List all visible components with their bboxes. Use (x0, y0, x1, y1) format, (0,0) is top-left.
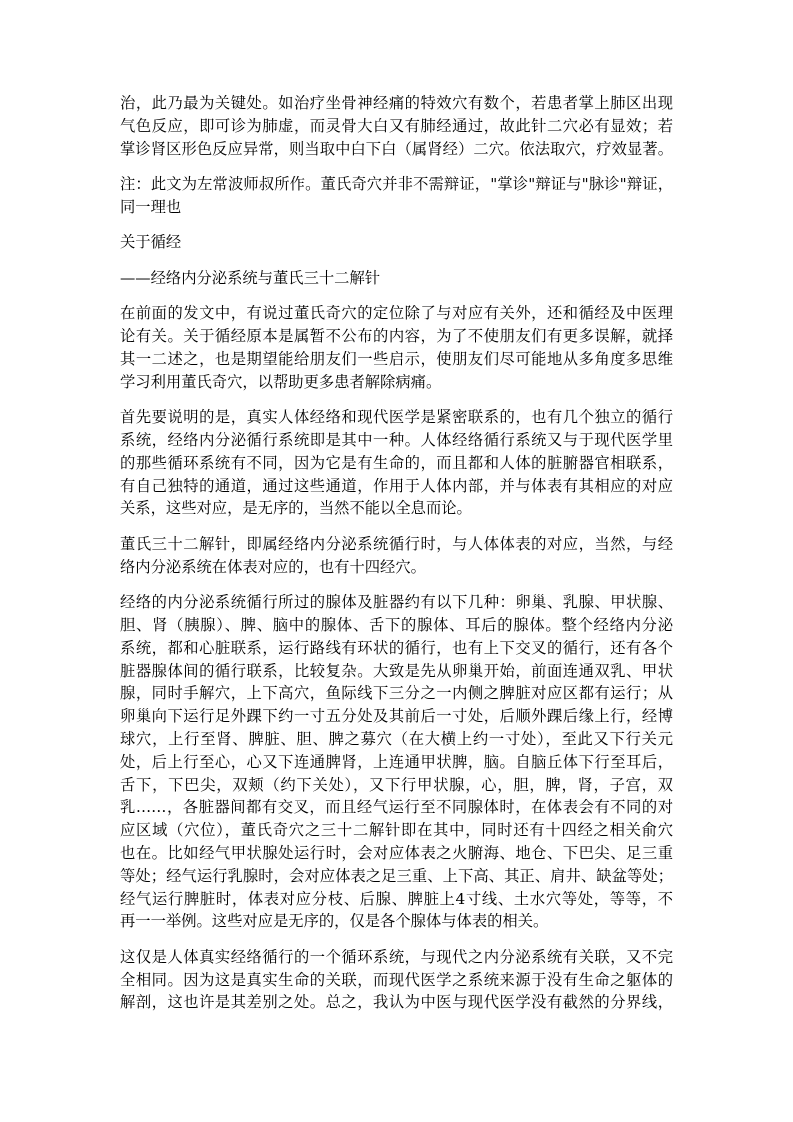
text-line: 系统，经络内分泌循行系统即是其中一种。人体经络循行系统又与于现代医学里 (120, 431, 673, 449)
text-line: 系统，都和心脏联系，运行路线有环状的循行，也有上下交叉的循行，还有各个 (120, 638, 673, 657)
body-paragraph-5 (120, 946, 673, 1014)
body-paragraph-2 (120, 406, 673, 520)
text-line: 的那些循环系统有不同，因为它是有生命的，而且都和人体的脏腑器官相联系， (120, 453, 673, 472)
text-line: 全相同。因为这是真实生命的关联，而现代医学之系统来源于没有生命之躯体的 (120, 970, 673, 989)
text-line: 董氏三十二解针，即属经络内分泌系统循行时，与人体体表的对应，当然，与经 (120, 534, 673, 553)
body-paragraph-1 (120, 302, 673, 393)
text-line: 这仅是人体真实经络循行的一个循环系统，与现代之内分泌系统有关联，又不完 (120, 947, 673, 966)
text-line: 关系，这些对应，是无序的，当然不能以全息而论。 (120, 499, 472, 518)
text-line: 其一二述之，也是期望能给朋友们一些启示，使朋友们尽可能地从多角度多思维 (120, 349, 673, 368)
text-line: 经络的内分泌系统循行所过的腺体及脏器约有以下几种：卵巢、乳腺、甲状腺、 (120, 593, 673, 612)
text-line: 卵巢向下运行足外踝下约一寸五分处及其前后一寸处，后顺外踝后缘上行，经博 (120, 707, 673, 726)
text-line: 也在。比如经气甲状腺处运行时，会对应体表之火腑海、地仓、下巴尖、足三重 (120, 843, 673, 862)
text-line: 气色反应，即可诊为肺虚，而灵骨大白又有肺经通过，故此针二穴必有显效；若 (120, 116, 673, 135)
text-line: 论有关。关于循经原本是属暂不公布的内容，为了不使朋友们有更多误解，就择 (120, 327, 673, 346)
section-title-text: 关于循经 (120, 233, 182, 252)
intro-paragraph (120, 92, 673, 160)
text-line: 等处；经气运行乳腺时，会对应体表之足三重、上下高、其正、肩井、缺盆等处； (120, 866, 673, 885)
text-line: 有自己独特的通道，通过这些通道，作用于人体内部，并与体表有其相应的对应 (120, 476, 673, 495)
text-line: 解剖，这也许是其差别之处。总之，我认为中医与现代医学没有截然的分界线， (120, 993, 673, 1012)
note-paragraph (120, 173, 673, 219)
text-line: 脏器腺体间的循行联系，比较复杂。大致是先从卵巢开始，前面连通双乳、甲状 (120, 661, 673, 680)
document-body (120, 92, 673, 1027)
body-paragraph-3 (120, 533, 673, 579)
section-subtitle-text: ——经络内分泌系统与董氏三十二解针 (120, 268, 381, 287)
text-line: 注：此文为左常波师叔所作。董氏奇穴并非不需辩证，"掌诊"辩证与"脉诊"辩证， (120, 175, 673, 194)
text-line: 球穴，上行至肾、脾脏、胆、脾之募穴（在大横上约一寸处），至此又下行关元 (120, 729, 673, 748)
text-line: 再一一举例。这些对应是无序的，仅是各个腺体与体表的相关。 (120, 912, 549, 931)
text-line: 腺，同时手解穴，上下高穴，鱼际线下三分之一内侧之脾脏对应区都有运行；从 (120, 684, 673, 703)
text-line: 络内分泌系统在体表对应的，也有十四经穴。 (120, 557, 426, 576)
text-line: 应区域（穴位），董氏奇穴之三十二解针即在其中，同时还有十四经之相关俞穴 (120, 821, 673, 840)
text-line: 胆、肾（胰腺）、脾、脑中的腺体、舌下的腺体、耳后的腺体。整个经络内分泌 (120, 615, 673, 634)
text-line: 经气运行脾脏时，体表对应分枝、后腺、脾脏上4寸线、土水穴等处，等等，不 (120, 889, 673, 908)
body-paragraph-4 (120, 591, 673, 933)
section-subtitle (120, 267, 673, 290)
text-line: 舌下，下巴尖，双颊（约下关处），又下行甲状腺，心，胆，脾，肾，子宫，双 (120, 775, 673, 794)
text-line: 在前面的发文中，有说过董氏奇穴的定位除了与对应有关外，还和循经及中医理 (120, 304, 673, 323)
text-line: 学习利用董氏奇穴，以帮助更多患者解除病痛。 (120, 372, 442, 391)
text-line: 掌诊肾区形色反应异常，则当取中白下白（属肾经）二穴。依法取穴，疗效显著。 (120, 139, 673, 158)
text-line: 首先要说明的是，真实人体经络和现代医学是紧密联系的，也有几个独立的循行 (120, 408, 673, 427)
section-title (120, 231, 673, 254)
text-line: 处，后上行至心，心又下连通脾肾，上连通甲状脾，脑。自脑丘体下行至耳后， (120, 752, 673, 771)
text-line: 治，此乃最为关键处。如治疗坐骨神经痛的特效穴有数个，若患者掌上肺区出现 (120, 94, 673, 112)
text-line: 乳……，各脏器间都有交叉，而且经气运行至不同腺体时，在体表会有不同的对 (120, 798, 673, 817)
text-line: 同一理也 (120, 197, 182, 216)
